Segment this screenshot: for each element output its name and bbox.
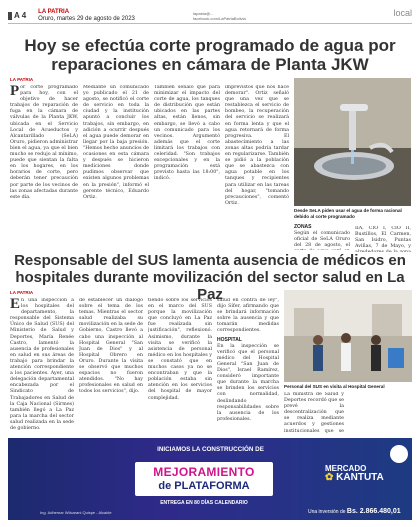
story2-photo	[284, 290, 412, 382]
story1-column-4: imprevistos que nos hace demorar". Ortiz señaló que una vez que se restablezca el servicio de bombeo, la recuperación del servicio se realizará en forma lenta y que el agua retornará de forma progresiva. El abastecimiento a las zonas altas podría tardar en regularizarse. También se pidió a la población que se abastezca con agua potable en los tanques y recipientes para utilizar en las tareas del hogar, "tomando precauciones", comentó Ortiz.	[225, 85, 289, 206]
zonas-subheading: ZONAS	[294, 224, 312, 230]
story2-column-5b	[350, 392, 412, 434]
brand-block	[38, 9, 135, 23]
brand-name: LA PATRIA	[38, 8, 70, 15]
story1-column-2: Mediante un comunicado yo publicado el 21 de agosto, se notificó el corte de servicio en toda la ciudad y la institución apuntó a concluir los trabajos, sin embargo, en adición a ocurrir después el agua puede demorar en llegar por la baja presión. "Hemos hecho anuncios de ocasiones en esta cámara y después se hicieron mediciones donde pudimos observar que existen algunos problemas en la presión", informó el gerente técnico, Eduardo Ortiz.	[83, 85, 149, 200]
section-tag: local	[393, 8, 412, 18]
sink-photo-illustration	[294, 78, 411, 206]
ad-delivery-text: ENTREGA EN 80 DÍAS CALENDARIO	[160, 500, 248, 506]
ad-title-box	[135, 462, 273, 496]
ad-title-line2: de PLATAFORMA	[158, 480, 250, 492]
story2-column-4: salud en contra de ley", dijo Sífer, afirmando que se brindará información sobre la ausencia y que tomarán medidas correspondientes. HOSPITAL En la inspección se verificó que el personal médico del Hospital General "San Juan de Dios", Israel Ramírez, consideró importante que durante la marcha se brinden los servicios con normalidad, deslindando responsabilidades sobre la ausencia de los profesionales.	[217, 298, 279, 422]
story1-photo	[294, 78, 411, 206]
story1-dropcap: P	[10, 85, 20, 99]
contact-info	[193, 11, 246, 21]
story1-caption: Desde SeLA piden usar el agua de forma racional debido al corte programado	[294, 208, 402, 219]
story1-column-3: También señaló que para minimizar el impacto del corte de agua, los tanques de distribución que están ubicados en las partes altas, están llenos, sin embargo, se llevó a cabo un comunicado para los vecinos. Argumentó además que el corte limitará los trabajos con celeridad. "Son trabajos excepcionales y en la programación está previsto hasta las 18:00", indicó.	[154, 85, 220, 182]
story2-caption: Personal del SUS en visita al Hospital General	[284, 384, 385, 389]
story1-zonas-list: IIA, CIO I, CIO II, Bustillos, El Carmen, San Isidro, Puntas Aviñas, 7 de Mayo, y	[355, 226, 411, 250]
story2-headline: Responsable del SUS lamenta ausencia de médicos en hospitales durante movilización del sector salud en La Paz	[14, 252, 406, 303]
story1-column-1: Por corte programado para hoy, con el objetivo de hacer trabajos de reparación de fuga en la cámara de válvulas de la Planta JKW, ubicada en el Servicio Local de Acueductos y Alcantarillado (SeLA) Oruro, pidieron administrar bien el agua, ya que el bien mucho se redujo al mínimo, puede que sientan la falta en los hogares, en los horarios de corte, pero deberán tener precaución por parte de los vecinos de las zonas afectadas durante este día.	[10, 85, 78, 200]
municipal-logo-icon	[390, 445, 408, 463]
hospital-photo-illustration	[284, 290, 412, 382]
story2-column-5a: La ministra de Salud y Deportes recordó que se prevé la descentralización que se realiza mediante acuerdos y gestiones institucionales que se	[284, 392, 344, 434]
ad-mercado: MERCADO ✿ KANTUTA	[325, 464, 384, 483]
ad-top-text: INICIAMOS LA CONSTRUCCIÓN DE	[157, 446, 264, 453]
kantuta-flower-icon: ✿	[325, 472, 334, 483]
story1-byline: LA PATRIA	[10, 77, 34, 82]
story2-column-2: de establecer un diálogo sobre el tema de los temas. Mientras el sector salud realizaba su movilización en la sede de Gobierno, Castro llevó a cabo una inspección al Hospital General "San Juan de Dios" y al Hospital Obrero en Oruro. Durante la visita se observó que muchos espacios no fueron atendidos. "No hay profesionales en salud en todos los servicios", dijo.	[79, 298, 143, 395]
page-number: A 4	[8, 11, 26, 20]
page-marker-icon	[8, 12, 12, 20]
hospital-subheading: HOSPITAL	[217, 336, 242, 343]
story2-byline: LA PATRIA	[10, 290, 34, 295]
story2-column-1: En una inspección a los hospitales del departamento, la responsable del Sistema Único de Salud (SUS) del Ministerio de Salud y Deportes, María Renée Castro, lamentó la ausencia de profesionales en salud en sus áreas de trabajo para brindar la atención correspondiente a los pacientes. Ayer, una delegación departamental encabezada por el Sindicato de Trabajadores en Salud de la Caja Nacional (Sirmes) también llegó a La Paz para la marcha del sector salud realizada en la sede de gobierno.	[10, 298, 74, 431]
ad-banner[interactable]	[8, 438, 412, 520]
story2-column-3: tiendo sobre los servicios en el marco del SUS porque la movilización que concluyó en La Paz fue realizada sin justificación", reflexionó. Asimismo, durante la visita se verificó la asistencia de personal médico en los hospitales y se constató que en muchos casos ya no se encontraban y que la población estaba sin atención en los servicios del hospital de mayor complejidad.	[148, 298, 212, 401]
contact-facebook: facebook.com/LaPatriaBolivia	[193, 16, 246, 21]
story2-dropcap: E	[10, 298, 21, 312]
story1-zonas: ZONAS Según el comunicado oficial de SeLA Oruro del 28 de agosto, el	[294, 224, 350, 249]
masthead	[8, 8, 412, 24]
contact-email: lapatria@...	[193, 11, 214, 16]
ad-title-line1: MEJORAMIENTO	[153, 465, 255, 479]
date-line: Oruro, martes 29 de agosto de 2023	[38, 15, 135, 22]
story1-headline: Hoy se efectúa corte programado de agua por reparaciones en cámara de Planta JKW	[24, 36, 396, 74]
ad-engineer: Ing. Adhemar Wilcarani Quispe - Alcalde	[40, 510, 112, 515]
ad-investment: Una inversión de Bs. 2.866.480,01	[308, 508, 401, 515]
